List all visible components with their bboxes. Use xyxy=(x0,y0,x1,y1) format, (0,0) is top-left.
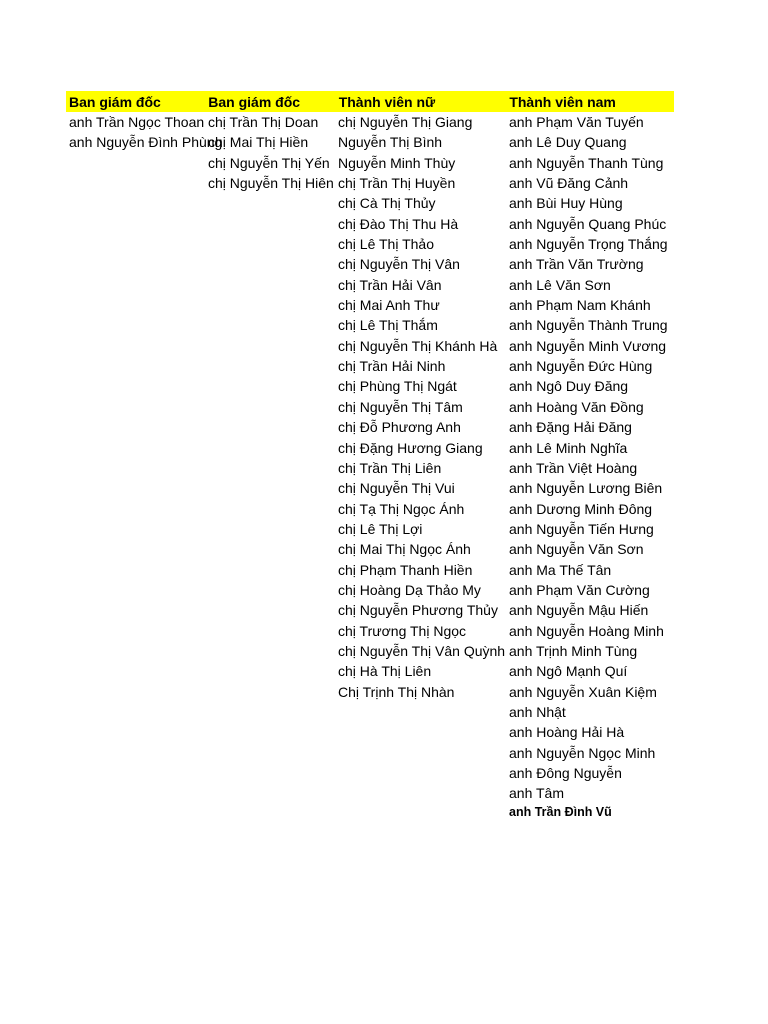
table-cell: anh Nguyễn Hoàng Minh xyxy=(509,622,664,639)
table-cell: Nguyễn Minh Thùy xyxy=(338,154,456,171)
header-row xyxy=(66,91,674,112)
table-cell: anh Trần Việt Hoàng xyxy=(509,459,638,476)
table-cell: chị Đặng Hương Giang xyxy=(338,439,483,456)
table-cell: chị Phùng Thị Ngát xyxy=(338,378,457,395)
table-cell: anh Nguyễn Ngọc Minh xyxy=(509,744,656,761)
header-board-1: Ban giám đốc xyxy=(69,94,161,110)
table-cell: chị Lê Thị Thảo xyxy=(338,236,434,253)
table-cell: anh Nguyễn Xuân Kiệm xyxy=(509,683,657,700)
table-cell: anh Phạm Văn Tuyến xyxy=(509,114,644,130)
table-cell: anh Tâm xyxy=(509,785,564,802)
table-cell: chị Trần Thị Liên xyxy=(338,459,442,476)
table-cell: chị Đào Thị Thu Hà xyxy=(338,215,459,232)
table-cell: anh Nguyễn Minh Vương xyxy=(509,337,667,354)
table-cell: chị Trần Thị Huyền xyxy=(338,175,456,192)
table-cell: anh Nguyễn Trọng Thắng xyxy=(509,236,668,253)
table-cell: chị Trần Hải Vân xyxy=(338,276,442,293)
table-cell: chị Nguyễn Phương Thủy xyxy=(338,602,498,619)
header-male-members: Thành viên nam xyxy=(509,94,616,110)
table-cell: anh Trần Văn Trường xyxy=(509,256,644,273)
table-cell: chị Nguyễn Thị Tâm xyxy=(338,398,463,415)
table-cell: chị Trần Hải Ninh xyxy=(338,358,446,375)
table-cell: chị Tạ Thị Ngọc Ánh xyxy=(338,500,465,517)
table-cell: chị Trương Thị Ngọc xyxy=(338,622,467,639)
table-cell: chị Mai Thị Ngọc Ánh xyxy=(338,541,471,558)
table-cell: anh Phạm Nam Khánh xyxy=(509,297,651,314)
table-cell: chị Hà Thị Liên xyxy=(338,663,432,680)
table-cell: chị Nguyễn Thị Vân xyxy=(338,256,460,273)
table-cell: chị Nguyễn Thị Hiên xyxy=(208,175,334,192)
header-board-2: Ban giám đốc xyxy=(208,94,301,110)
table-cell: chị Đỗ Phương Anh xyxy=(338,419,461,436)
column-female-members xyxy=(335,112,506,820)
table-cell: anh Nhật xyxy=(509,703,566,720)
table-cell: chị Lê Thị Thắm xyxy=(338,317,438,334)
table-cell: anh Ma Thế Tân xyxy=(509,561,612,578)
table-cell: anh Lê Văn Sơn xyxy=(509,276,611,293)
table-cell: anh Ngô Mạnh Quí xyxy=(509,663,628,680)
table-cell: chị Hoàng Dạ Thảo My xyxy=(338,581,481,598)
column-board-1 xyxy=(66,112,223,820)
table-cell: chị Phạm Thanh Hiền xyxy=(338,561,473,578)
table-cell: anh Bùi Huy Hùng xyxy=(509,195,623,212)
header-female-members: Thành viên nữ xyxy=(338,94,436,110)
table-cell: anh Nguyễn Quang Phúc xyxy=(509,215,667,232)
table-cell: chị Lê Thị Lợi xyxy=(338,520,423,537)
table-cell: anh Trịnh Minh Tùng xyxy=(509,642,638,659)
table-cell: anh Nguyễn Mậu Hiến xyxy=(509,602,649,619)
table-cell: anh Nguyễn Thanh Tùng xyxy=(509,154,664,171)
table-cell: chị Nguyễn Thị Giang xyxy=(338,114,473,130)
table-cell: anh Đông Nguyễn xyxy=(509,765,622,781)
table-body xyxy=(66,112,674,820)
table-cell: chị Mai Thị Hiền xyxy=(208,134,309,151)
column-male-members xyxy=(506,112,674,820)
table-cell: anh Nguyễn Đức Hùng xyxy=(509,358,653,375)
table-cell: anh Nguyễn Thành Trung xyxy=(509,317,668,334)
table-cell: chị Nguyễn Thị Vân Quỳnh xyxy=(338,642,506,659)
table-cell: anh Hoàng Hải Hà xyxy=(509,724,625,741)
table-cell: anh Lê Duy Quang xyxy=(509,134,627,151)
table-cell: anh Dương Minh Đông xyxy=(509,500,653,517)
table-cell: anh Vũ Đăng Cảnh xyxy=(509,175,629,192)
table-cell: anh Ngô Duy Đăng xyxy=(509,378,629,395)
table-cell: anh Hoàng Văn Đồng xyxy=(509,398,644,415)
table-cell: chị Mai Anh Thư xyxy=(338,297,440,314)
table-cell: anh Nguyễn Tiến Hưng xyxy=(509,520,654,537)
table-cell: anh Đặng Hải Đăng xyxy=(509,419,632,436)
table-cell: Nguyễn Thị Bình xyxy=(338,134,443,151)
column-board-2 xyxy=(205,112,335,820)
table-cell: anh Trần Ngọc Thoan xyxy=(69,114,205,130)
table-cell: chị Nguyễn Thị Vui xyxy=(338,480,455,497)
table-cell-bold: anh Trần Đình Vũ xyxy=(509,804,612,819)
table-cell: anh Phạm Văn Cường xyxy=(509,581,650,598)
table-cell: anh Nguyễn Lương Biên xyxy=(509,480,663,497)
table-cell: anh Lê Minh Nghĩa xyxy=(509,439,628,456)
table-cell: Chị Trịnh Thị Nhàn xyxy=(338,683,455,700)
table-cell: chị Nguyễn Thị Khánh Hà xyxy=(338,337,498,354)
table-cell: chị Trần Thị Doan xyxy=(208,114,319,130)
table-cell: anh Nguyễn Văn Sơn xyxy=(509,541,644,558)
table-cell: chị Cà Thị Thủy xyxy=(338,195,436,212)
member-table xyxy=(66,91,674,820)
table-cell: anh Nguyễn Đình Phùng xyxy=(69,134,223,151)
table-cell: chị Nguyễn Thị Yến xyxy=(208,154,330,171)
